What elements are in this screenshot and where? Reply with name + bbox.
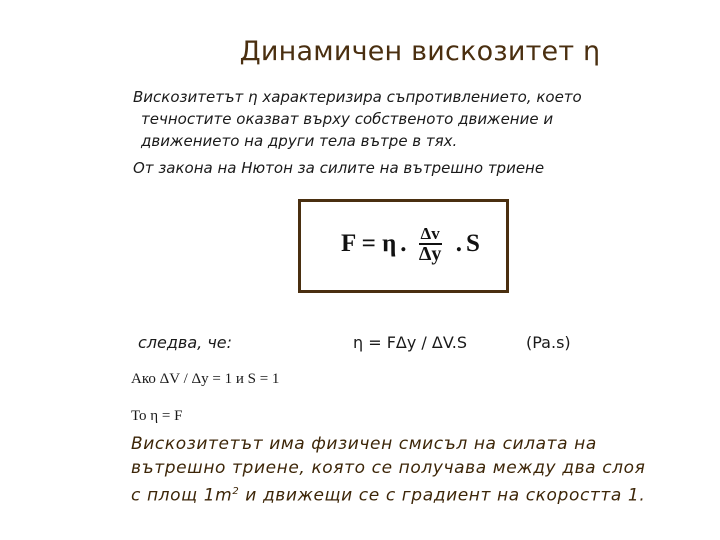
summary-line-1: Вискозитетът има физичен смисъл на силата на	[131, 434, 597, 454]
fraction-numerator: Δv	[420, 224, 440, 243]
newton-law-text: От закона на Нютон за силите на вътрешно триене	[133, 159, 545, 177]
formula-rhs: S	[465, 230, 480, 257]
page-title: Динамичен вискозитет η	[239, 36, 601, 67]
conclusion-text: То η = F	[131, 408, 183, 424]
area-exponent: 2	[232, 486, 240, 497]
follows-label: следва, че:	[138, 333, 233, 352]
condition-text: Ако ΔV / Δy = 1 и S = 1	[131, 371, 280, 387]
viscosity-equation: η = FΔy / ΔV.S	[353, 333, 467, 352]
intro-paragraph	[133, 86, 582, 152]
intro-line-2: течностите оказват върху собственото движение и	[141, 110, 554, 128]
formula-dot-1: .	[400, 230, 407, 257]
summary-line-2: вътрешно триене, която се получава между два слоя	[131, 458, 646, 478]
formula-lhs: F = η	[341, 230, 397, 257]
newton-formula	[341, 224, 480, 264]
summary-line-3-end: и движещи се с градиент на скоростта 1.	[239, 485, 646, 506]
summary-paragraph	[131, 432, 645, 508]
velocity-gradient-fraction	[419, 224, 442, 264]
fraction-denominator: Δy	[418, 243, 442, 265]
intro-line-1: Вискозитетът η характеризира съпротивлението, което	[133, 88, 582, 106]
summary-line-3-start: с площ 1m	[131, 485, 233, 506]
formula-dot-2: .	[455, 230, 462, 257]
viscosity-unit: (Pa.s)	[526, 333, 571, 352]
summary-line-3	[131, 480, 645, 508]
intro-line-3: движението на други тела вътре в тях.	[141, 132, 458, 150]
formula-box	[298, 199, 509, 293]
